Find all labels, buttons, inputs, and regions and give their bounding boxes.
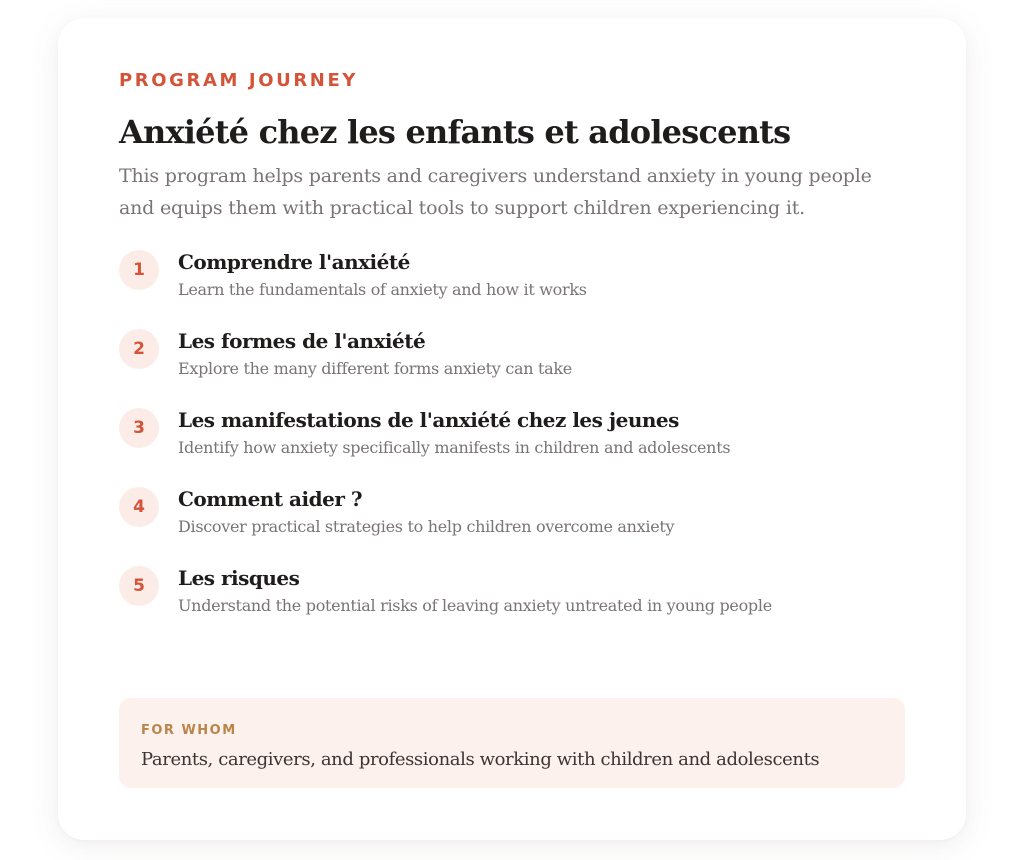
audience-box bbox=[119, 698, 905, 788]
program-description: This program helps parents and caregivers understand anxiety in young people and equips them with practical tools to support children experiencing it. bbox=[119, 165, 872, 219]
step-title: Les manifestations de l'anxiété chez les jeunes bbox=[178, 408, 679, 432]
step-text bbox=[178, 564, 772, 618]
program-title: Anxiété chez les enfants et adolescents bbox=[119, 113, 791, 151]
step-number-badge: 3 bbox=[119, 408, 159, 448]
step-subtitle: Explore the many different forms anxiety can take bbox=[178, 359, 572, 378]
step-subtitle: Understand the potential risks of leaving anxiety untreated in young people bbox=[178, 596, 772, 615]
step-title: Comprendre l'anxiété bbox=[178, 250, 410, 274]
step-title: Les risques bbox=[178, 566, 300, 590]
step-item bbox=[119, 327, 905, 406]
step-number-badge: 1 bbox=[119, 250, 159, 290]
audience-label: FOR WHOM bbox=[141, 723, 237, 738]
step-number-badge: 2 bbox=[119, 329, 159, 369]
step-title: Les formes de l'anxiété bbox=[178, 329, 426, 353]
step-text bbox=[178, 248, 587, 302]
step-item bbox=[119, 485, 905, 564]
step-item bbox=[119, 248, 905, 327]
program-journey-card bbox=[58, 18, 966, 840]
step-number-badge: 5 bbox=[119, 566, 159, 606]
step-subtitle: Discover practical strategies to help children overcome anxiety bbox=[178, 517, 675, 536]
audience-text: Parents, caregivers, and professionals working with children and adolescents bbox=[141, 749, 820, 770]
step-item bbox=[119, 564, 905, 643]
step-subtitle: Learn the fundamentals of anxiety and how it works bbox=[178, 280, 587, 299]
step-subtitle: Identify how anxiety specifically manifests in children and adolescents bbox=[178, 438, 731, 457]
step-text bbox=[178, 406, 730, 460]
section-eyebrow: PROGRAM JOURNEY bbox=[119, 70, 358, 91]
step-item bbox=[119, 406, 905, 485]
step-text bbox=[178, 485, 674, 539]
step-number-badge: 4 bbox=[119, 487, 159, 527]
step-text bbox=[178, 327, 572, 381]
step-title: Comment aider ? bbox=[178, 487, 363, 511]
steps-list bbox=[119, 248, 905, 643]
